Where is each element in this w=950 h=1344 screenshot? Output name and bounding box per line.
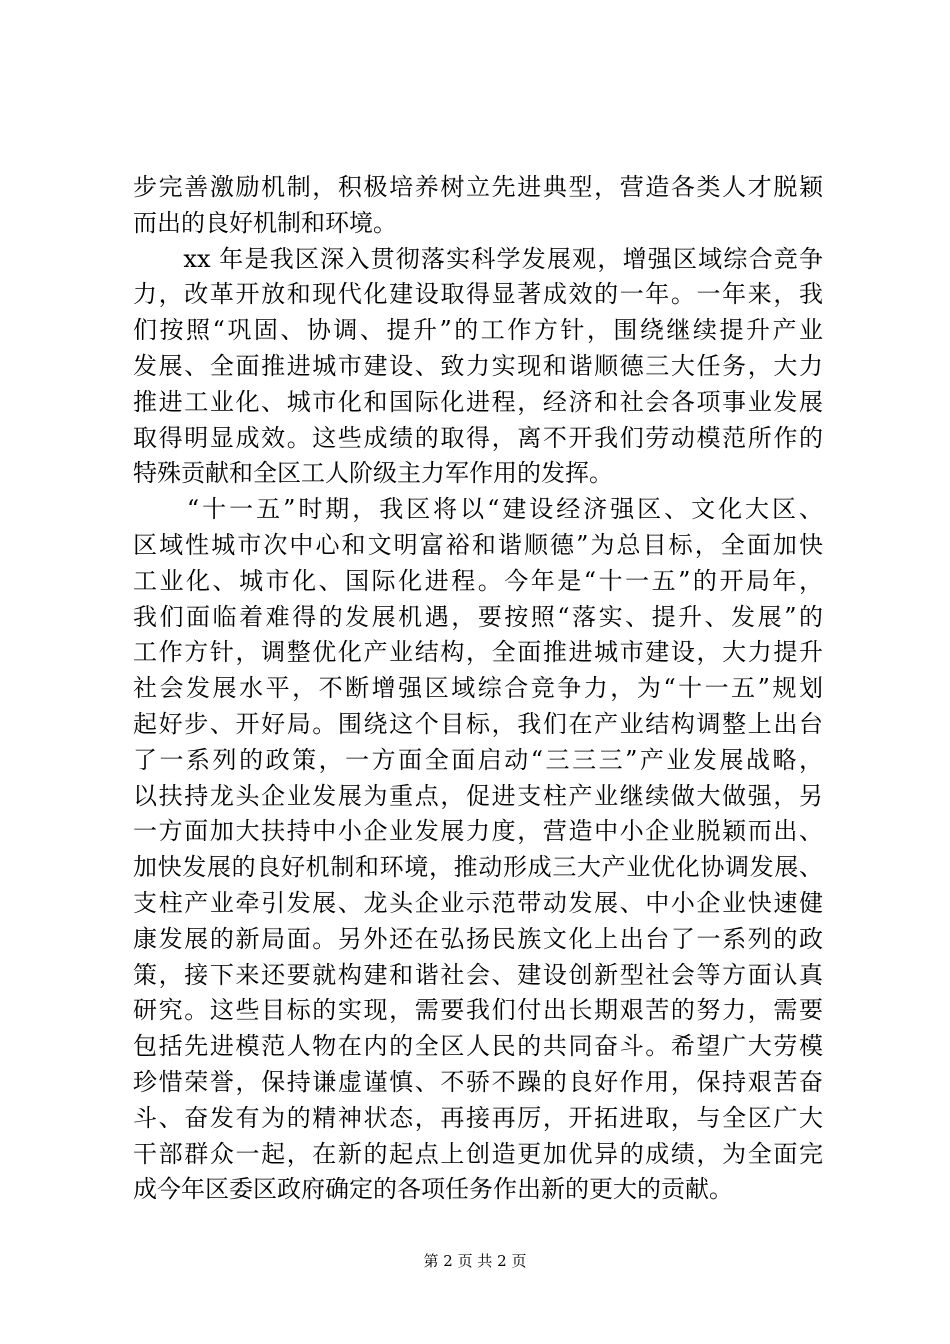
text-line: 力，改革开放和现代化建设取得显著成效的一年。一年来，我 [133,280,823,309]
text-line: 研究。这些目标的实现，需要我们付出长期艰苦的努力，需要 [133,996,823,1025]
text-line: 区域性城市次中心和文明富裕和谐顺德”为总目标，全面加快 [133,530,823,559]
text-line: 特殊贡献和全区工人阶级主力军作用的发挥。 [133,459,613,488]
text-line: 们按照“巩固、协调、提升”的工作方针，围绕继续提升产业 [133,316,823,345]
text-line: 社会发展水平，不断增强区域综合竞争力，为“十一五”规划 [133,674,823,703]
text-line: 一方面加大扶持中小企业发展力度，营造中小企业脱颖而出、 [133,817,823,846]
text-line: 康发展的新局面。另外还在弘扬民族文化上出台了一系列的政 [133,924,823,953]
text-line: 起好步、开好局。围绕这个目标，我们在产业结构调整上出台 [133,709,823,738]
text-line: 加快发展的良好机制和环境，推动形成三大产业优化协调发展、 [133,853,823,882]
text-line: 策，接下来还要就构建和谐社会、建设创新型社会等方面认真 [133,960,823,989]
text-line: 推进工业化、城市化和国际化进程，经济和社会各项事业发展 [133,387,823,416]
text-line: 包括先进模范人物在内的全区人民的共同奋斗。希望广大劳模 [133,1032,823,1061]
text-line: 了一系列的政策，一方面全面启动“三三三”产业发展战略， [133,745,823,774]
text-line: 珍惜荣誉，保持谦虚谨慎、不骄不躁的良好作用，保持艰苦奋 [133,1067,823,1096]
text-line: 支柱产业牵引发展、龙头企业示范带动发展、中小企业快速健 [133,888,823,917]
text-line: 干部群众一起，在新的起点上创造更加优异的成绩，为全面完 [133,1139,823,1168]
text-line: 成今年区委区政府确定的各项任务作出新的更大的贡献。 [133,1175,733,1204]
text-line: 工业化、城市化、国际化进程。今年是“十一五”的开局年， [133,566,823,595]
text-line: 而出的良好机制和环境。 [133,208,397,237]
text-line: 取得明显成效。这些成绩的取得，离不开我们劳动模范所作的 [133,423,823,452]
text-line: xx 年是我区深入贯彻落实科学发展观，增强区域综合竞争 [133,244,823,273]
text-line: 以扶持龙头企业发展为重点，促进支柱产业继续做大做强，另 [133,781,823,810]
page-footer: 第 2 页 共 2 页 [423,1252,527,1270]
text-line: 我们面临着难得的发展机遇，要按照“落实、提升、发展”的 [133,602,823,631]
text-line: 发展、全面推进城市建设、致力实现和谐顺德三大任务，大力 [133,351,823,380]
text-line: 斗、奋发有为的精神状态，再接再厉，开拓进取，与全区广大 [133,1103,823,1132]
text-line: “十一五”时期，我区将以“建设经济强区、文化大区、 [133,495,823,524]
text-line: 步完善激励机制，积极培养树立先进典型，营造各类人才脱颖 [133,173,823,201]
document-body [133,170,823,1208]
text-line: 工作方针，调整优化产业结构，全面推进城市建设，大力提升 [133,638,823,667]
